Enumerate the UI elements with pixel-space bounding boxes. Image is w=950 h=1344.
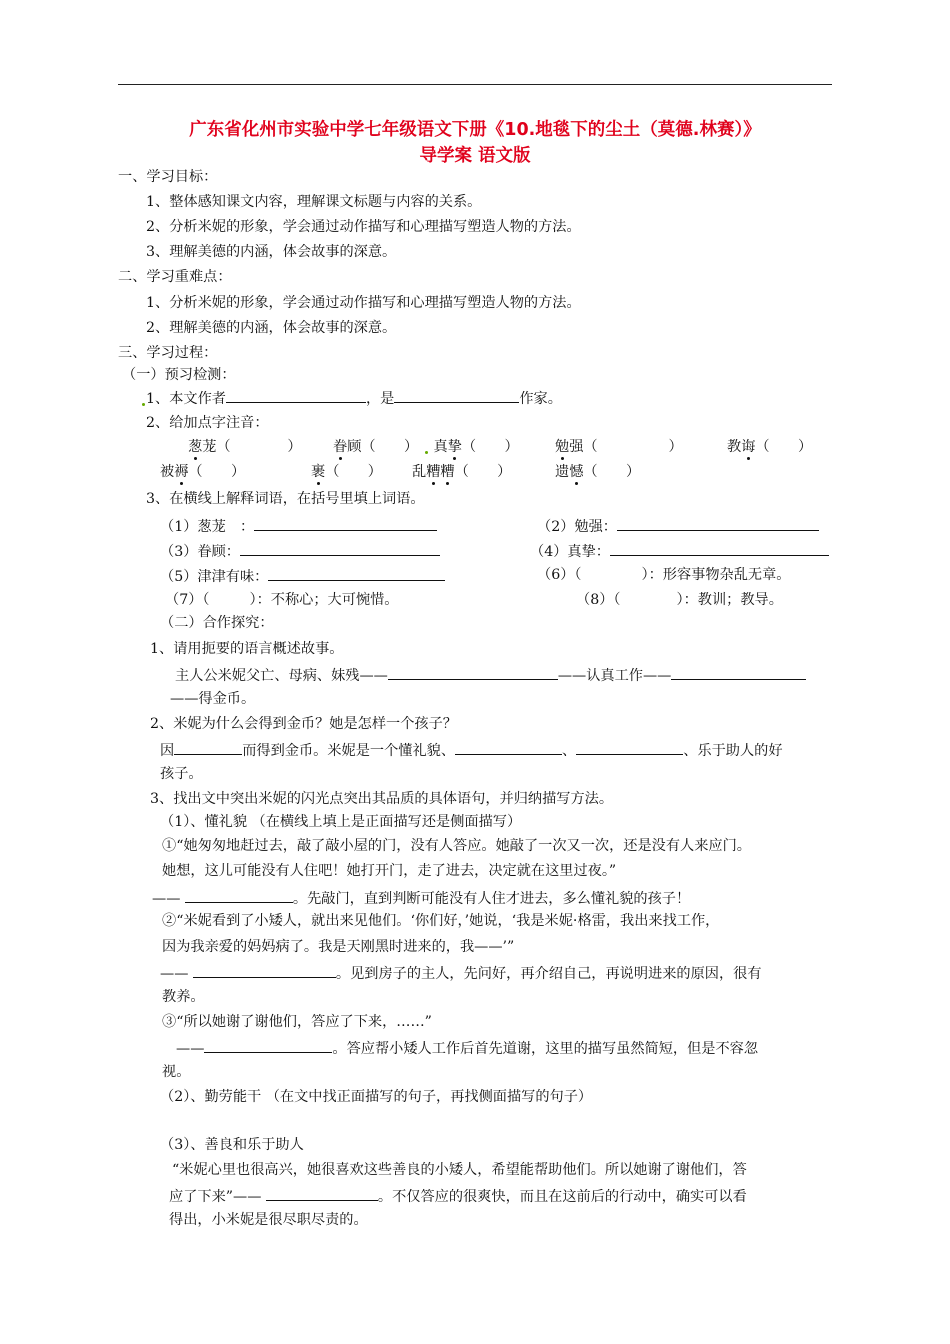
- top-rule: [118, 84, 832, 85]
- answer-line: 教养。: [162, 989, 205, 1005]
- define-item: （3）眷顾：: [160, 541, 440, 561]
- subsection-heading: （一）预习检测：: [122, 367, 236, 383]
- define-item: （8）（ ）：教训；教导。: [576, 592, 783, 608]
- define-item: （6）（ ）：形容事物杂乱无章。: [537, 567, 791, 583]
- question-define: 3、在横线上解释词语，在括号里填上词语。: [146, 491, 425, 507]
- summary-line: 主人公米妮父亡、母病、妹残—— ——认真工作——: [175, 665, 806, 685]
- quote-line: “米妮心里也很高兴，她很喜欢这些善良的小矮人，希望能帮助他们。所以她谢了谢他们，答: [172, 1162, 747, 1178]
- blank-line[interactable]: [671, 665, 806, 680]
- point-heading: （3）、善良和乐于助人: [160, 1137, 304, 1153]
- section-heading: 一、学习目标：: [118, 169, 218, 185]
- answer-line: —— 。答应帮小矮人工作后首先道谢，这里的描写虽然简短，但是不容忽: [176, 1038, 758, 1058]
- question-author: 1、本文作者 ，是 作家。: [142, 388, 562, 408]
- question-summary: 1、请用扼要的语言概述故事。: [150, 641, 344, 657]
- blank-line[interactable]: [174, 740, 242, 755]
- blank-line[interactable]: [266, 1186, 378, 1201]
- answer-line: 应了下来”—— 。不仅答应的很爽快，而且在这前后的行动中，确实可以看: [169, 1186, 747, 1206]
- marker-icon: [142, 403, 145, 406]
- point-heading: （2）、勤劳能干 （在文中找正面描写的句子，再找侧面描写的句子）: [160, 1089, 593, 1105]
- question-reason: 2、米妮为什么会得到金币？她是怎样一个孩子？: [150, 716, 457, 732]
- pinyin-item: 真挚（ ）: [425, 438, 519, 456]
- define-item: （4）真挚：: [530, 541, 829, 561]
- pinyin-item: 乱糟糟（ ）: [412, 464, 512, 480]
- blank-line[interactable]: [226, 388, 366, 403]
- blank-line[interactable]: [576, 740, 683, 755]
- blank-line[interactable]: [617, 516, 819, 531]
- subsection-heading: （二）合作探究：: [160, 615, 274, 631]
- blank-line[interactable]: [455, 740, 562, 755]
- pinyin-item: 被褥（ ）: [160, 464, 246, 480]
- reason-line: 孩子。: [160, 766, 203, 782]
- define-item: （1）葱茏 ：: [160, 516, 437, 536]
- list-item: 1、整体感知课文内容，理解课文标题与内容的关系。: [146, 194, 482, 210]
- answer-line: —— 。先敲门，直到判断可能没有人住才进去，多么懂礼貌的孩子！: [152, 888, 690, 908]
- question-find: 3、找出文中突出米妮的闪光点突出其品质的具体语句，并归纳描写方法。: [150, 791, 614, 807]
- quote-line: 她想，这儿可能没有人住吧！她打开门，走了进去，决定就在这里过夜。”: [162, 863, 617, 879]
- pinyin-item: 遗憾（ ）: [555, 464, 641, 480]
- question-pinyin: 2、给加点字注音：: [146, 415, 269, 431]
- blank-line[interactable]: [193, 963, 336, 978]
- point-heading: （1）、懂礼貌 （在横线上填上是正面描写还是侧面描写）: [160, 814, 522, 830]
- summary-line: ——得金币。: [170, 691, 256, 707]
- answer-line: —— 。见到房子的主人，先问好，再介绍自己，再说明进来的原因，很有: [160, 963, 762, 983]
- reason-line: 因 而得到金币。米妮是一个懂礼貌、 、 、乐于助人的好: [160, 740, 783, 760]
- blank-line[interactable]: [394, 388, 519, 403]
- answer-line: 得出，小米妮是很尽职尽责的。: [169, 1212, 368, 1228]
- pinyin-item: 葱茏（ ）: [188, 439, 302, 455]
- quote-line: ①“她匆匆地赶过去，敲了敲小屋的门，没有人答应。她敲了一次又一次，还是没有人来应门。: [162, 838, 751, 854]
- blank-line[interactable]: [185, 888, 293, 903]
- blank-line[interactable]: [254, 516, 437, 531]
- section-heading: 三、学习过程：: [118, 345, 218, 361]
- blank-line[interactable]: [204, 1038, 332, 1053]
- list-item: 3、理解美德的内涵，体会故事的深意。: [146, 244, 397, 260]
- define-item: （5）津津有味：: [160, 566, 445, 586]
- define-item: （7）（ ）：不称心；大可惋惜。: [165, 592, 399, 608]
- quote-line: ②“米妮看到了小矮人，就出来见他们。‘你们好，’她说，‘我是米妮·格雷，我出来找工作，: [162, 913, 720, 929]
- marker-icon: [425, 451, 428, 454]
- blank-line[interactable]: [268, 566, 445, 581]
- list-item: 1、分析米妮的形象，学会通过动作描写和心理描写塑造人物的方法。: [146, 295, 581, 311]
- blank-line[interactable]: [610, 541, 829, 556]
- define-item: （2）勉强：: [537, 516, 819, 536]
- section-heading: 二、学习重难点：: [118, 269, 232, 285]
- answer-line: 视。: [162, 1064, 191, 1080]
- list-item: 2、理解美德的内涵，体会故事的深意。: [146, 320, 397, 336]
- pinyin-item: 勉强（ ）: [555, 439, 683, 455]
- blank-line[interactable]: [240, 541, 440, 556]
- quote-line: 因为我亲爱的妈妈病了。我是天刚黑时进来的，我——’”: [162, 939, 515, 955]
- pinyin-item: 裹（ ）: [311, 464, 382, 480]
- page-subtitle: 导学案 语文版: [419, 146, 531, 166]
- blank-line[interactable]: [388, 665, 558, 680]
- list-item: 2、分析米妮的形象，学会通过动作描写和心理描写塑造人物的方法。: [146, 219, 581, 235]
- pinyin-item: 教诲（ ）: [727, 439, 813, 455]
- page-title: 广东省化州市实验中学七年级语文下册《10.地毯下的尘土（莫德.林赛）》: [189, 120, 761, 140]
- pinyin-item: 眷顾（ ）: [333, 439, 419, 455]
- quote-line: ③“所以她谢了谢他们，答应了下来，……”: [162, 1014, 432, 1030]
